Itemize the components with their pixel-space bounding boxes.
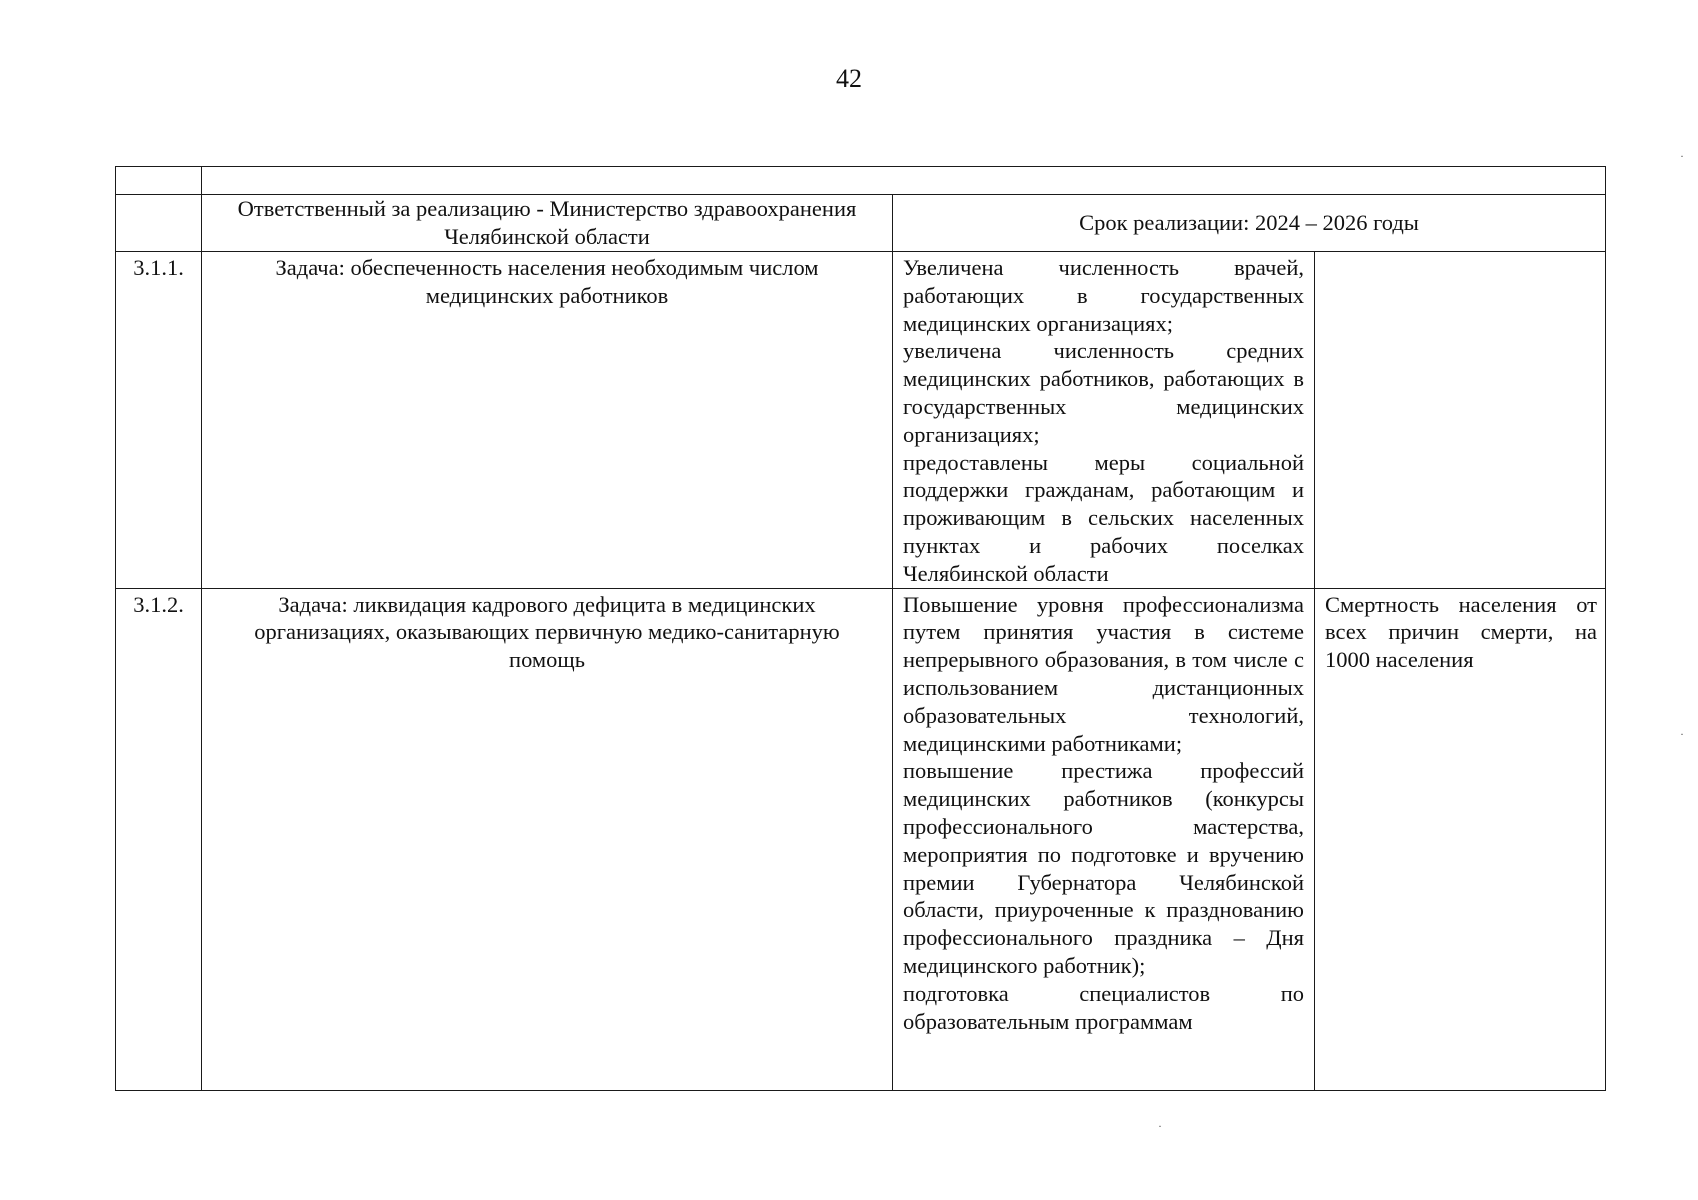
result-item: Увеличена численность врачей, работающих в государственных медицинских организациях; [903, 255, 1304, 336]
page-number [0, 64, 1698, 94]
header-period-cell [893, 195, 1606, 252]
result-item: увеличена численность средних медицинских работников, работающих в государственных медицинских организациях; [903, 338, 1304, 447]
row-results-cell [893, 252, 1315, 589]
scan-speck: · [1680, 727, 1684, 741]
row-number-cell [116, 588, 202, 1090]
plan-table-container [115, 166, 1605, 1086]
result-item: повышение престижа профессий медицинских работников (конкурсы профессионального мастерства, мероприятия по подготовке и вручению премии Губернатора Челябинской области, приуроченные к празднованию профессионального праздника – Дня медицинского работник); [903, 758, 1304, 978]
table-header-row [116, 195, 1606, 252]
header-responsible-cell [202, 195, 893, 252]
row-results-cell [893, 588, 1315, 1090]
table-blank-row [116, 167, 1606, 195]
table-row [116, 252, 1606, 589]
row-indicator-cell [1315, 252, 1606, 589]
result-item: Повышение уровня профессионализма путем принятия участия в системе непрерывного образования, в том числе с использованием дистанционных образовательных технологий, медицинскими работниками; [903, 591, 1304, 756]
row-task-cell [202, 252, 893, 589]
scan-speck: · [1158, 1119, 1162, 1133]
result-item: подготовка специалистов по образовательным программам [903, 980, 1304, 1034]
blank-content-cell [202, 167, 1606, 195]
page-number-text: 42 [836, 64, 862, 93]
row-indicator-text: Смертность населения от всех причин смерти, на 1000 населения [1325, 591, 1598, 673]
row-indicator-cell [1315, 588, 1606, 1090]
blank-number-cell [116, 167, 202, 195]
header-period-text: Срок реализации: 2024 – 2026 годы [1079, 210, 1419, 236]
plan-table [115, 166, 1606, 1091]
table-row [116, 588, 1606, 1090]
result-item: предоставлены меры социальной поддержки гражданам, работающим и проживающим в сельских населенных пунктах и рабочих поселках Челябинской области [903, 449, 1304, 586]
row-task-text: Задача: ликвидация кадрового дефицита в медицинских организациях, оказывающих первичную медико-санитарную помощь [254, 591, 840, 673]
row-number-cell [116, 252, 202, 589]
header-number-cell [116, 195, 202, 252]
row-task-text: Задача: обеспеченность населения необходимым числом медицинских работников [275, 255, 819, 308]
row-number: 3.1.2. [133, 591, 184, 617]
row-task-cell [202, 588, 893, 1090]
header-responsible-text: Ответственный за реализацию - Министерство здравоохранения Челябинской области [237, 196, 857, 249]
row-number: 3.1.1. [133, 255, 184, 280]
scan-speck: · [1680, 149, 1684, 163]
